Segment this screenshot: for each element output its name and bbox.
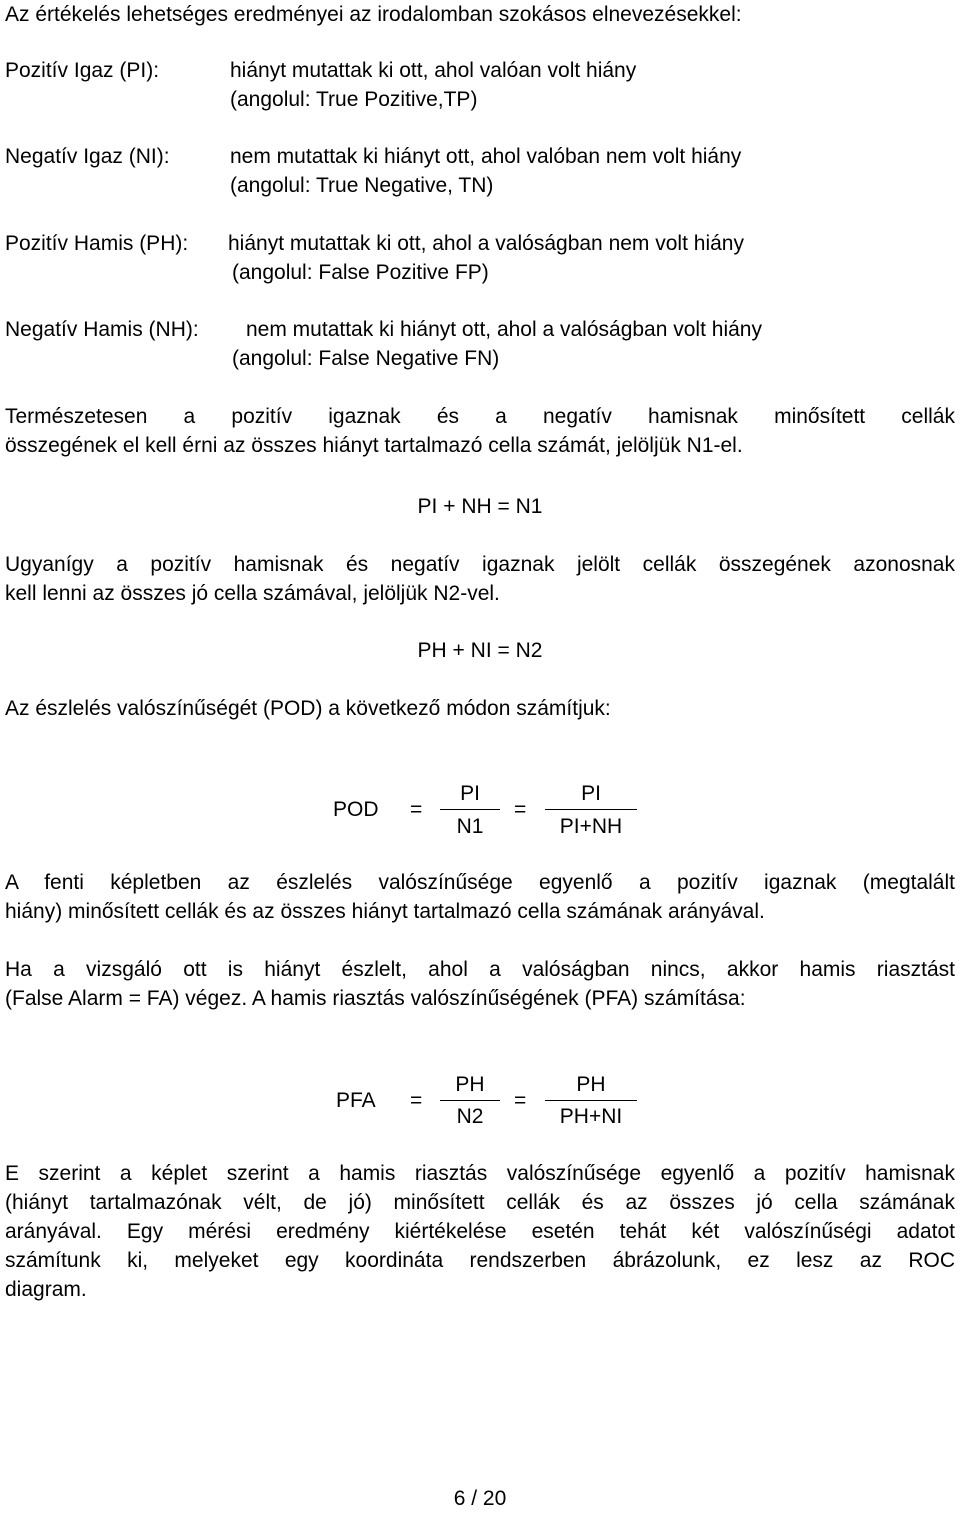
pod-equals-1: = — [410, 798, 423, 821]
definition-ni-line2: (angolul: True Negative, TN) — [230, 174, 494, 197]
paragraph-1-line2: összegének el kell érni az összes hiányt tartalmazó cella számát, jelöljük N1-el. — [5, 434, 743, 457]
paragraph-6-line3: arányával. Egy mérési eredmény kiértékelése esetén tehát két valószínűségi adatot — [5, 1220, 955, 1243]
pod-fraction-bar-1 — [440, 809, 500, 810]
definition-nh-line1: nem mutattak ki hiányt ott, ahol a valóságban volt hiány — [246, 318, 762, 341]
pod-numerator-1: PI — [460, 782, 480, 805]
paragraph-6-line5: diagram. — [5, 1278, 87, 1301]
paragraph-4-line2: hiány) minősített cellák és az összes hiányt tartalmazó cella számának arányával. — [5, 900, 765, 923]
term-nh: Negatív Hamis (NH): — [5, 318, 199, 341]
paragraph-2-line2: kell lenni az összes jó cella számával, jelöljük N2-vel. — [5, 582, 500, 605]
definition-ni-line1: nem mutattak ki hiányt ott, ahol valóban nem volt hiány — [230, 145, 742, 168]
pfa-lhs: PFA — [336, 1089, 376, 1112]
pfa-fraction-bar-2 — [545, 1100, 637, 1101]
pfa-numerator-2: PH — [576, 1073, 606, 1096]
definition-ph-line2: (angolul: False Pozitive FP) — [232, 261, 489, 284]
definition-pi-line1: hiányt mutattak ki ott, ahol valóan volt hiány — [230, 59, 637, 82]
pod-numerator-2: PI — [581, 782, 601, 805]
paragraph-6-line2: (hiányt tartalmazónak vélt, de jó) minősített cellák és az összes jó cella számának — [5, 1191, 955, 1214]
definition-ph-line1: hiányt mutattak ki ott, ahol a valóságban nem volt hiány — [228, 232, 744, 255]
pod-equals-2: = — [514, 798, 527, 821]
pfa-denominator-1: N2 — [456, 1105, 484, 1128]
definition-pi-line2: (angolul: True Pozitive,TP) — [230, 88, 478, 111]
pod-lhs: POD — [333, 798, 379, 821]
definition-nh-line2: (angolul: False Negative FN) — [232, 347, 500, 370]
paragraph-4-line1: A fenti képletben az észlelés valószínűsége egyenlő a pozitív igaznak (megtalált — [5, 871, 955, 894]
pfa-fraction-bar-1 — [440, 1100, 500, 1101]
paragraph-6-line1: E szerint a képlet szerint a hamis riasztás valószínűsége egyenlő a pozitív hamisnak — [5, 1162, 955, 1185]
pfa-equals-2: = — [514, 1089, 527, 1112]
paragraph-1-line1: Természetesen a pozitív igaznak és a negatív hamisnak minősített cellák — [5, 405, 955, 428]
pfa-numerator-1: PH — [455, 1073, 485, 1096]
paragraph-6-line4: számítunk ki, melyeket egy koordináta rendszerben ábrázolunk, ez lesz az ROC — [5, 1249, 955, 1272]
paragraph-5-line1: Ha a vizsgáló ott is hiányt észlelt, ahol a valóságban nincs, akkor hamis riasztást — [5, 958, 955, 981]
pfa-denominator-2: PH+NI — [559, 1105, 623, 1128]
term-ph: Pozitív Hamis (PH): — [5, 232, 189, 255]
equation-n1: PI + NH = N1 — [417, 495, 543, 518]
paragraph-3: Az észlelés valószínűségét (POD) a következő módon számítjuk: — [5, 697, 611, 720]
pod-denominator-1: N1 — [456, 815, 484, 838]
section-heading: Az értékelés lehetséges eredményei az irodalomban szokásos elnevezésekkel: — [5, 3, 742, 26]
term-pi: Pozitív Igaz (PI): — [5, 59, 160, 82]
pod-denominator-2: PI+NH — [559, 815, 623, 838]
term-ni: Negatív Igaz (NI): — [5, 145, 170, 168]
pod-fraction-bar-2 — [545, 809, 637, 810]
equation-n2: PH + NI = N2 — [417, 639, 543, 662]
page-number: 6 / 20 — [453, 1487, 507, 1510]
paragraph-5-line2: (False Alarm = FA) végez. A hamis riasztás valószínűségének (PFA) számítása: — [5, 987, 746, 1010]
paragraph-2-line1: Ugyanígy a pozitív hamisnak és negatív igaznak jelölt cellák összegének azonosnak — [5, 553, 955, 576]
pfa-equals-1: = — [410, 1089, 423, 1112]
